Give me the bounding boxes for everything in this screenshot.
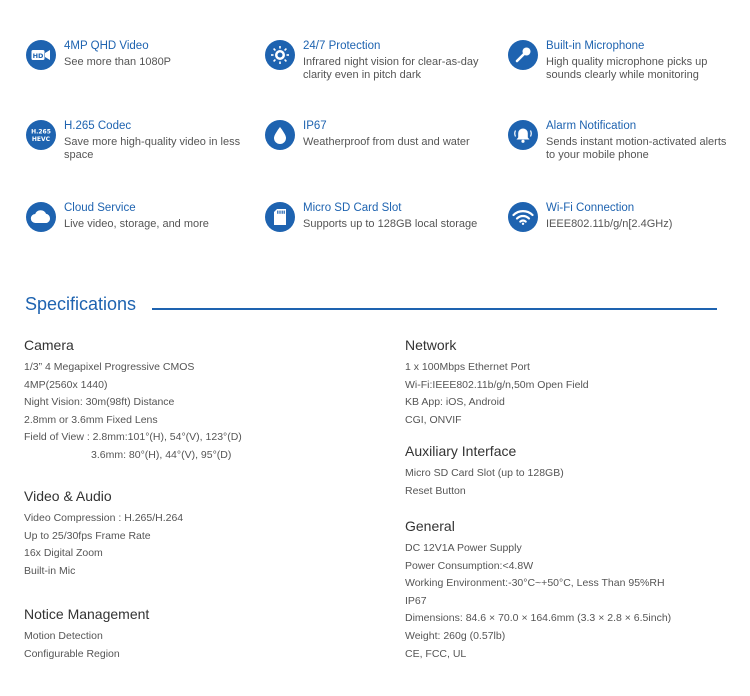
feature-desc: Weatherproof from dust and water (303, 136, 470, 148)
cloud-icon (26, 202, 56, 232)
feature-title: H.265 Codec (64, 120, 132, 132)
feature-desc: Supports up to 128GB local storage (303, 218, 478, 230)
h265-codec-icon (26, 120, 56, 150)
night-vision-icon (265, 40, 295, 70)
spec-group-camera (24, 337, 242, 465)
feature-desc: Sends instant motion-activated alerts to your mobile phone (546, 136, 727, 161)
feature-title: Wi-Fi Connection (546, 202, 635, 214)
spec-group-title: General (405, 518, 455, 534)
spec-line: Motion Detection (24, 630, 103, 642)
spec-line: Weight: 260g (0.57lb) (405, 629, 506, 642)
spec-line: Night Vision: 30m(98ft) Distance (24, 396, 175, 409)
icon-label-h265: H.265 (31, 128, 51, 136)
spec-line: 4MP(2560x 1440) (24, 378, 108, 391)
specifications-divider (152, 308, 717, 310)
spec-line: 3.6mm: 80°(H), 44°(V), 95°(D) (91, 448, 232, 461)
alarm-bell-icon (508, 120, 538, 150)
spec-line: Micro SD Card Slot (up to 128GB) (405, 467, 564, 479)
spec-group-general (405, 518, 671, 663)
sd-card-icon (265, 202, 295, 232)
specifications-heading: Specifications (25, 294, 137, 314)
spec-group-auxiliary-interface (405, 443, 564, 500)
spec-line: Dimensions: 84.6 × 70.0 × 164.6mm (3.3 × 2.8 × 6.5inch) (405, 612, 672, 625)
spec-line: 1/3” 4 Megapixel Progressive CMOS (24, 361, 195, 373)
spec-line: Video Compression : H.265/H.264 (24, 512, 184, 524)
spec-line: CE, FCC, UL (405, 647, 467, 660)
spec-line: Built-in Mic (24, 564, 76, 577)
feature-title: Built-in Microphone (546, 40, 645, 52)
feature-desc: IEEE802.11b/g/n[2.4GHz) (546, 218, 673, 230)
spec-line: Power Consumption:<4.8W (405, 559, 534, 572)
water-drop-icon (265, 120, 295, 150)
feature-title: 4MP QHD Video (64, 40, 149, 52)
feature-desc: See more than 1080P (64, 56, 172, 68)
feature-desc: Infrared night vision for clear-as-day clarity even in pitch dark (303, 56, 479, 81)
feature-title: Micro SD Card Slot (303, 202, 402, 214)
spec-group-notice-management (24, 606, 149, 663)
spec-line: IP67 (405, 594, 427, 607)
svg-text:HD: HD (32, 52, 44, 60)
spec-line: Up to 25/30fps Frame Rate (24, 529, 151, 542)
spec-line: Wi-Fi:IEEE802.11b/g/n,50m Open Field (405, 378, 589, 391)
feature-desc: High quality microphone picks up sounds clearly while monitoring (546, 56, 708, 81)
hd-video-icon (26, 40, 56, 70)
feature-desc: Live video, storage, and more (64, 218, 209, 230)
feature-title: Alarm Notification (546, 120, 637, 132)
feature-title: IP67 (303, 120, 327, 132)
spec-line: Working Environment:-30°C~+50°C, Less Than 95%RH (405, 577, 665, 590)
feature-title: 24/7 Protection (303, 40, 381, 52)
feature-desc: Save more high-quality video in less space (64, 136, 241, 161)
spec-group-title: Video & Audio (24, 488, 112, 504)
spec-line: 1 x 100Mbps Ethernet Port (405, 361, 530, 373)
spec-group-network (405, 337, 589, 429)
feature-title: Cloud Service (64, 202, 136, 214)
spec-group-title: Auxiliary Interface (405, 443, 517, 459)
spec-line: DC 12V1A Power Supply (405, 542, 522, 554)
spec-group-title: Network (405, 337, 457, 353)
spec-line: 2.8mm or 3.6mm Fixed Lens (24, 413, 158, 426)
spec-group-title: Camera (24, 337, 74, 353)
spec-line: 16x Digital Zoom (24, 547, 103, 560)
spec-group-video-audio (24, 488, 183, 580)
icon-label-hevc: HEVC (31, 136, 51, 143)
spec-line: Reset Button (405, 484, 466, 497)
spec-line: CGI, ONVIF (405, 413, 462, 426)
wifi-icon (508, 202, 538, 232)
spec-line: Configurable Region (24, 647, 120, 660)
spec-line: KB App: iOS, Android (405, 396, 505, 409)
microphone-icon (508, 40, 538, 70)
spec-group-title: Notice Management (24, 606, 150, 622)
spec-line: Field of View : 2.8mm:101°(H), 54°(V), 123°(D) (24, 431, 242, 444)
